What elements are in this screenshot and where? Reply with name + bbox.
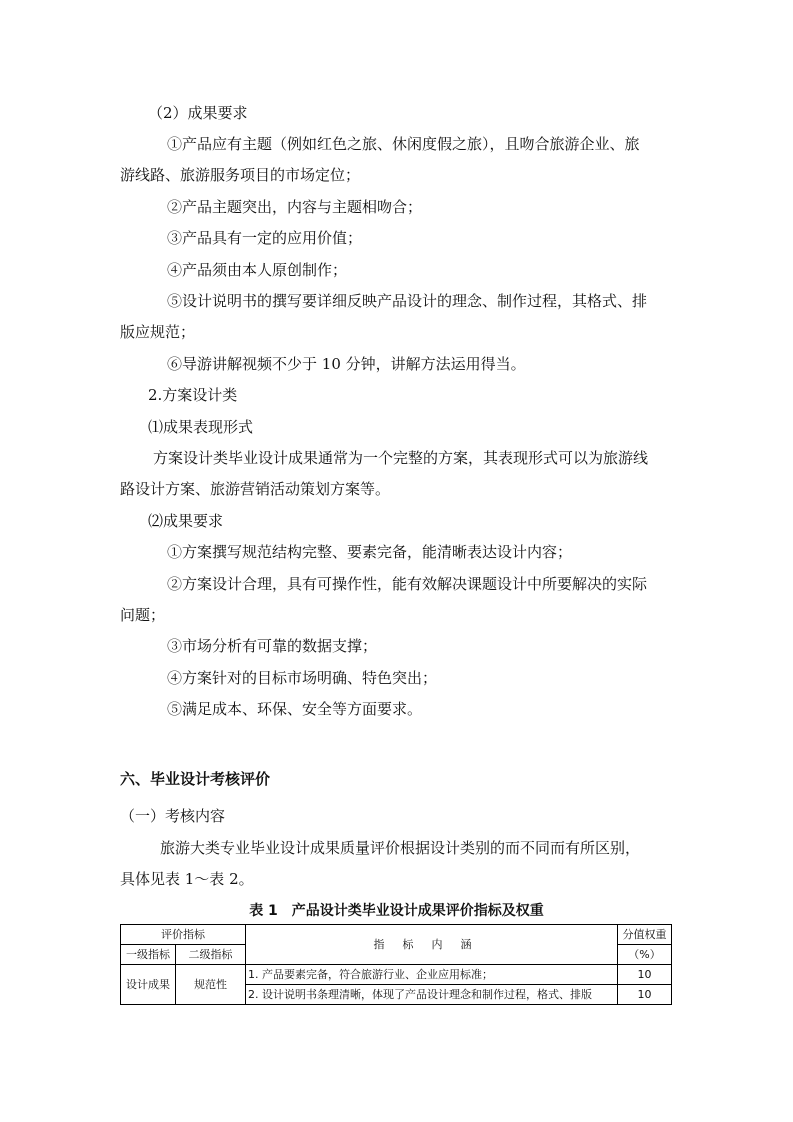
cell-content: 2. 设计说明书条理清晰，体现了产品设计理念和制作过程，格式、排版 [246,985,618,1005]
plan-requirement-5: ⑤满足成本、环保、安全等方面要求。 [167,700,423,718]
result-form-line-1: 方案设计类毕业设计成果通常为一个完整的方案，其表现形式可以为旅游线 [153,449,649,467]
section-6-title: 六、毕业设计考核评价 [120,770,271,788]
requirement-6: ⑥导游讲解视频不少于 10 分钟，讲解方法运用得当。 [167,355,526,373]
requirement-5-line-1: ⑤设计说明书的撰写要详细反映产品设计的理念、制作过程，其格式、排 [167,292,648,310]
requirement-1-line-2: 游线路、旅游服务项目的市场定位； [120,166,361,184]
header-level-1: 一级指标 [121,945,176,965]
plan-requirement-3: ③市场分析有可靠的数据支撑； [167,637,378,655]
section-6-intro-line-1: 旅游大类专业毕业设计成果质量评价根据设计类别的而不同而有所区别， [160,839,641,857]
table-header-row-1 [121,925,672,945]
result-form-heading: ⑴成果表现形式 [148,418,254,436]
requirements-heading: （2）成果要求 [148,104,248,122]
plan-requirement-2-line-2: 问题； [120,606,166,624]
evaluation-table [120,924,672,1005]
requirement-1-line-1: ①产品应有主题（例如红色之旅、休闲度假之旅），且吻合旅游企业、旅 [167,135,640,153]
plan-requirements-heading: ⑵成果要求 [148,512,224,530]
section-6-intro-line-2: 具体见表 1～表 2。 [120,870,254,888]
header-weight-line-2: （%） [618,945,672,965]
table-1-title: 表 1 产品设计类毕业设计成果评价指标及权重 [249,903,544,919]
header-level-2: 二级指标 [176,945,246,965]
header-content-label: 指标内涵 [373,938,490,951]
header-content [246,925,618,965]
section-6-sub-heading: （一）考核内容 [120,807,226,825]
cell-weight: 10 [618,965,672,985]
requirement-3: ③产品具有一定的应用价值； [167,229,363,247]
cell-content: 1. 产品要素完备，符合旅游行业、企业应用标准； [246,965,618,985]
plan-requirement-4: ④方案针对的目标市场明确、特色突出； [167,669,438,687]
plan-requirement-1: ①方案撰写规范结构完整、要素完备，能清晰表达设计内容； [167,543,573,561]
cell-weight: 10 [618,985,672,1005]
plan-design-heading: 2.方案设计类 [148,386,238,404]
result-form-line-2: 路设计方案、旅游营销活动策划方案等。 [120,480,391,498]
cell-level-2: 规范性 [176,965,246,1005]
plan-requirement-2-line-1: ②方案设计合理，具有可操作性，能有效解决课题设计中所要解决的实际 [167,575,648,593]
table-row [121,965,672,985]
requirement-4: ④产品须由本人原创制作； [167,261,348,279]
header-weight-line-1: 分值权重 [618,925,672,945]
header-eval-index: 评价指标 [121,925,246,945]
requirement-5-line-2: 版应规范； [120,323,196,341]
cell-level-1: 设计成果 [121,965,176,1005]
requirement-2: ②产品主题突出，内容与主题相吻合； [167,198,423,216]
